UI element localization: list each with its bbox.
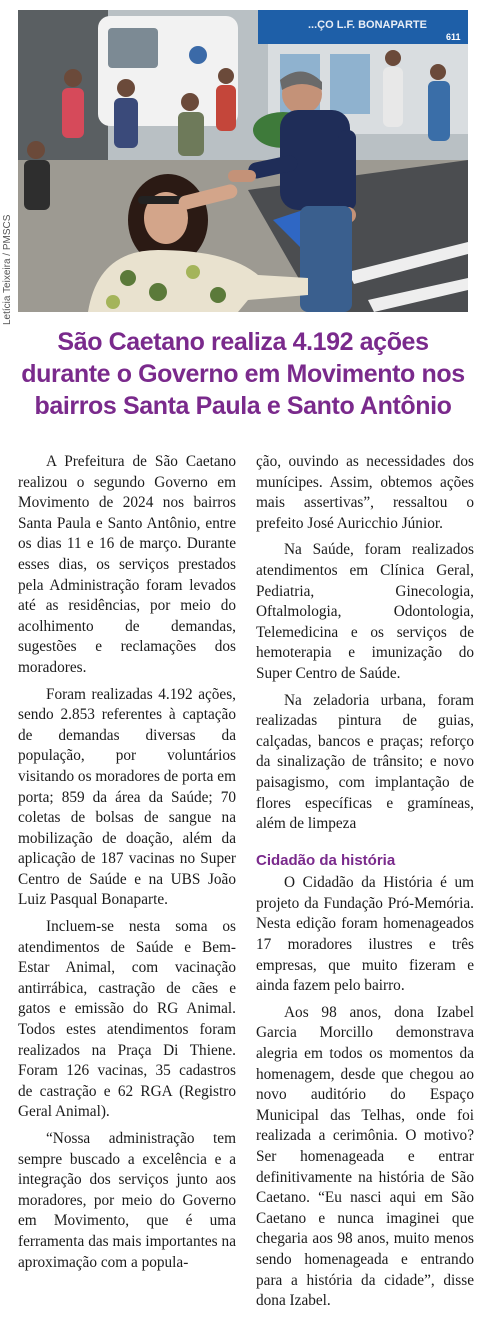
- store-sign-text: ...ÇO L.F. BONAPARTE: [308, 19, 427, 31]
- photo-credit-text: Letícia Teixeira / PMSCS: [2, 214, 13, 325]
- street-scene-illustration: [18, 10, 468, 312]
- article-paragraph: Aos 98 anos, dona Izabel Garcia Morcillo demonstrava alegria em todos os momentos da homenagem, desde que chegou ao novo auditório do Espaço Municipal das Telhas, onde foi realizada a cerimônia. O motivo? Ser homenageada e entrar definitivamente na história de São Caetano. “Eu nasci aqui em São Caetano e nunca imaginei que chegaria aos 98 anos, muito menos sendo homenageada e entrando para a história da cidade”, disse dona Izabel.: [256, 1003, 474, 1310]
- article-paragraph: “Nossa administração tem sempre buscado a excelência e a integração dos serviços junto aos moradores, por meio do Governo em Movimento, que é uma ferramenta das mais importantes na aproximação com a popula-: [18, 1130, 236, 1271]
- photo-credit: [2, 40, 16, 340]
- article-paragraph: ção, ouvindo as necessidades dos munícipes. Assim, obtemos ações mais assertivas”, ressaltou o prefeito José Auricchio Júnior.: [256, 453, 474, 532]
- article-paragraph: O Cidadão da História é um projeto da Fundação Pró-Memória. Nesta edição foram homenageados 17 moradores ilustres e três empresas, que muito fizeram e ainda fazem pelo bairro.: [256, 874, 474, 995]
- section-subheading: Cidadão da história: [256, 851, 396, 869]
- article-paragraph: Incluem-se nesta soma os atendimentos de Saúde e Bem-Estar Animal, com vacinação antirrábica, castração de cães e gatos e emissão do RG Animal. Todos estes atendimentos foram realizados na Praça Di Thiene. Foram 126 vacinas, 35 cadastros de castração e 62 RGA (Registro Geral Animal).: [18, 918, 236, 1121]
- article-column-right: [256, 452, 474, 1318]
- article-column-left: [18, 452, 236, 1279]
- store-sign-number: 611: [446, 32, 461, 42]
- article-paragraph: Foram realizadas 4.192 ações, sendo 2.853 referentes à captação de demandas diversas da população, por voluntários visitando os moradores de porta em porta; 859 da área da Saúde; 70 coletas de bolsas de sangue na mobilização de doação, além da aplicação de 187 vacinas no Super Centro de Saúde e na UBS João Luiz Pasqual Bonaparte.: [18, 685, 236, 909]
- article-photo: [18, 10, 468, 312]
- article-paragraph: A Prefeitura de São Caetano realizou o segundo Governo em Movimento de 2024 nos bairros Santa Paula e Santo Antônio, entre os dias 11 e 16 de março. Durante esses dias, os serviços prestados pela Administração foram levados até as residências, por meio do acolhimento de demandas, sugestões e reclamações dos moradores.: [18, 453, 236, 676]
- article-headline: São Caetano realiza 4.192 ações durante o Governo em Movimento nos bairros Santa Paula e Santo Antônio: [21, 328, 465, 420]
- article-paragraph: Na zeladoria urbana, foram realizadas pintura de guias, calçadas, bancos e praças; reforço da sinalização de trânsito; e novo paisagismo, com implantação de flores específicas e gramíneas, além de limpeza: [256, 691, 474, 833]
- article-paragraph: Na Saúde, foram realizados atendimentos em Clínica Geral, Pediatria, Ginecologia, Oftalmologia, Odontologia, Telemedicina e os serviços de hemoterapia e imunização do Super Centro de Saúde.: [256, 541, 474, 682]
